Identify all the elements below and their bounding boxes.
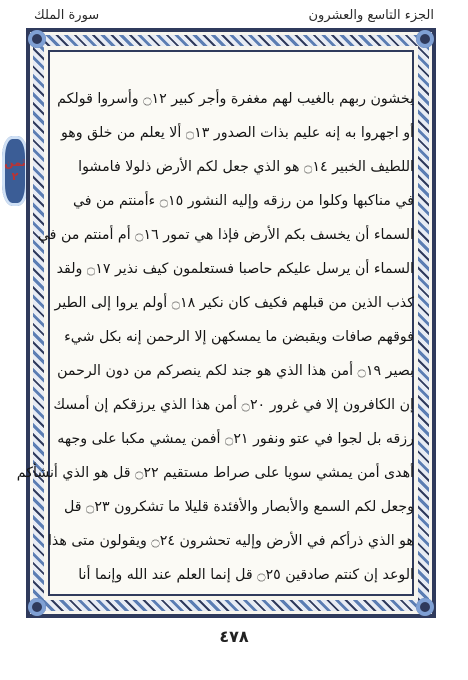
surah-header: سورة الملك bbox=[34, 8, 100, 23]
text-line: هو الذي ذرأكم في الأرض وإليه تحشرون ۝٢٤ ويقولون متى هذا bbox=[47, 533, 414, 549]
corner-ornament-icon bbox=[416, 30, 434, 48]
text-line: اللطيف الخبير ۝١٤ هو الذي جعل لكم الأرض ذلولا فامشوا bbox=[78, 159, 414, 175]
corner-ornament-icon bbox=[28, 30, 46, 48]
text-line: رزقه بل لجوا في عتو ونفور ۝٢١ أفمن يمشي مكبا على وجهه bbox=[57, 431, 414, 447]
text-line: السماء أن يخسف بكم الأرض فإذا هي تمور ۝١٦ أم أمنتم من في bbox=[37, 227, 414, 243]
text-line: السماء أن يرسل عليكم حاصبا فستعلمون كيف نذير ۝١٧ ولقد bbox=[56, 261, 414, 277]
text-line: وجعل لكم السمع والأبصار والأفئدة قليلا ما تشكرون ۝٢٣ قل bbox=[64, 499, 414, 515]
corner-ornament-icon bbox=[416, 598, 434, 616]
text-line: أو اجهروا به إنه عليم بذات الصدور ۝١٣ ألا يعلم من خلق وهو bbox=[60, 125, 414, 141]
text-line: في مناكبها وكلوا من رزقه وإليه النشور ۝١٥ ءأمنتم من في bbox=[72, 193, 414, 209]
juz-header: الجزء التاسع والعشرون bbox=[308, 8, 434, 23]
text-line: يخشون ربهم بالغيب لهم مغفرة وأجر كبير ۝١٢ وأسروا قولكم bbox=[57, 91, 414, 107]
text-line: بصير ۝١٩ أمن هذا الذي هو جند لكم ينصركم من دون الرحمن bbox=[57, 363, 414, 379]
text-line: أهدى أمن يمشي سويا على صراط مستقيم ۝٢٢ قل هو الذي أنشأكم bbox=[16, 465, 414, 481]
hizb-marker-label-top: ثمن bbox=[4, 156, 26, 169]
text-line: إن الكافرون إلا في غرور ۝٢٠ أمن هذا الذي يرزقكم إن أمسك bbox=[53, 397, 414, 413]
corner-ornament-icon bbox=[28, 598, 46, 616]
page-number: ٤٧٨ bbox=[219, 627, 249, 646]
quran-text bbox=[16, 82, 414, 602]
text-line: كذب الذين من قبلهم فكيف كان نكير ۝١٨ أولم يروا إلى الطير bbox=[54, 295, 414, 311]
text-line: الوعد إن كنتم صادقين ۝٢٥ قل إنما العلم عند الله وإنما أنا bbox=[78, 567, 414, 583]
hizb-marker-label-bottom: ٢ bbox=[11, 170, 19, 183]
text-line: فوقهم صافات ويقبضن ما يمسكهن إلا الرحمن إنه بكل شيء bbox=[64, 329, 414, 345]
